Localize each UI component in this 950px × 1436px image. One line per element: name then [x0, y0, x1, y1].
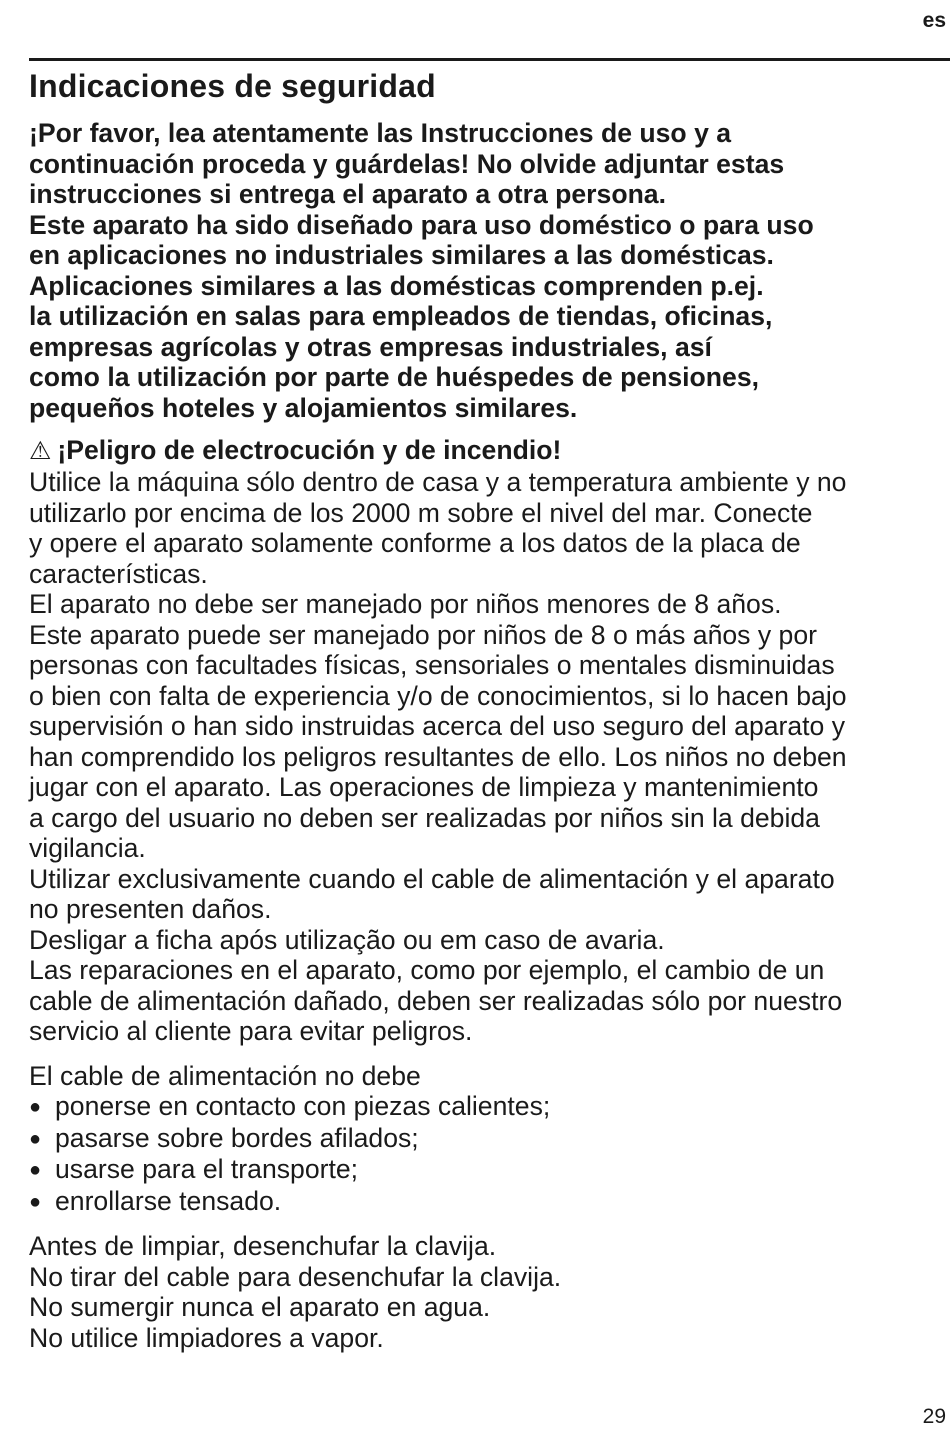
cleaning-line: Antes de limpiar, desenchufar la clavija. [29, 1231, 497, 1261]
intro-line: como la utilización por parte de huéspedes de pensiones, [29, 362, 760, 392]
warning-line: personas con facultades físicas, sensoriales o mentales disminuidas [29, 650, 835, 680]
intro-line: Este aparato ha sido diseñado para uso doméstico o para uso [29, 209, 814, 240]
cleaning-section [29, 1231, 947, 1353]
warning-line: utilizarlo por encima de los 2000 m sobre el nivel del mar. Conecte [29, 497, 813, 528]
warning-line: Este aparato puede ser manejado por niños de 8 o más años y por [29, 619, 817, 650]
list-item-text: usarse para el transporte; [55, 1154, 359, 1184]
cleaning-line: No utilice limpiadores a vapor. [29, 1322, 384, 1353]
bullet-icon: ● [29, 1127, 42, 1150]
warning-line: vigilancia. [29, 833, 146, 863]
intro-line: la utilización en salas para empleados de tiendas, oficinas, [29, 301, 773, 331]
warning-line: jugar con el aparato. Las operaciones de limpieza y mantenimiento [29, 772, 819, 802]
warning-heading [29, 435, 947, 467]
warning-line: a cargo del usuario no deben ser realizadas por niños sin la debida [29, 802, 820, 833]
warning-line: Utilizar exclusivamente cuando el cable de alimentación y el aparato [29, 863, 835, 894]
warning-line: servicio al cliente para evitar peligros. [29, 1016, 473, 1046]
cleaning-line: No sumergir nunca el aparato en agua. [29, 1292, 491, 1322]
warning-line: Utilice la máquina sólo dentro de casa y a temperatura ambiente y no [29, 467, 847, 497]
warning-line: Desligar a ficha após utilização ou em caso de avaria. [29, 924, 665, 955]
intro-line: ¡Por favor, lea atentamente las Instrucciones de uso y a [29, 118, 732, 148]
warning-line: características. [29, 558, 208, 589]
warning-line: no presenten daños. [29, 894, 272, 924]
page-content [29, 64, 947, 1353]
warning-line: Las reparaciones en el aparato, como por ejemplo, el cambio de un [29, 955, 825, 985]
list-item-text: enrollarse tensado. [55, 1185, 282, 1216]
warning-line: cable de alimentación dañado, deben ser realizadas sólo por nuestro [29, 985, 843, 1016]
warning-triangle-icon: ⚠ [29, 437, 52, 465]
language-tag: es [922, 9, 946, 32]
cleaning-line: No tirar del cable para desenchufar la clavija. [29, 1261, 562, 1292]
cable-bullet-list [29, 1091, 947, 1217]
list-item [29, 1186, 947, 1218]
intro-line: pequeños hoteles y alojamientos similares. [29, 392, 578, 423]
list-item [29, 1154, 947, 1186]
intro-line: empresas agrícolas y otras empresas industriales, así [29, 331, 712, 362]
warning-body [29, 467, 947, 1047]
warning-heading-text: ¡Peligro de electrocución y de incendio! [57, 435, 562, 465]
warning-line: o bien con falta de experiencia y/o de conocimientos, si lo hacen bajo [29, 680, 847, 711]
page-number: 29 [922, 1405, 946, 1428]
bullet-icon: ● [29, 1159, 42, 1181]
list-item-text: pasarse sobre bordes afilados; [55, 1122, 419, 1153]
list-item-text: ponerse en contacto con piezas calientes; [55, 1091, 551, 1121]
warning-line: supervisión o han sido instruidas acerca del uso seguro del aparato y [29, 711, 846, 741]
intro-paragraph [29, 118, 947, 423]
section-title: Indicaciones de seguridad [29, 68, 436, 104]
intro-line: continuación proceda y guárdelas! No olvide adjuntar estas [29, 148, 785, 179]
header-divider [29, 58, 950, 61]
warning-line: El aparato no debe ser manejado por niños menores de 8 años. [29, 589, 782, 619]
cable-section [29, 1061, 947, 1092]
paragraph-gap [29, 1217, 947, 1231]
intro-line: instrucciones si entrega el aparato a otra persona. [29, 179, 666, 209]
paragraph-gap [29, 1047, 947, 1061]
bullet-icon: ● [29, 1190, 42, 1213]
intro-line: Aplicaciones similares a las domésticas comprenden p.ej. [29, 270, 764, 301]
cable-intro: El cable de alimentación no debe [29, 1060, 421, 1091]
intro-line: en aplicaciones no industriales similares a las domésticas. [29, 240, 774, 270]
warning-line: y opere el aparato solamente conforme a los datos de la placa de [29, 528, 801, 558]
list-item [29, 1091, 947, 1123]
bullet-icon: ● [29, 1096, 42, 1118]
list-item [29, 1123, 947, 1155]
warning-line: han comprendido los peligros resultantes de ello. Los niños no deben [29, 741, 847, 772]
